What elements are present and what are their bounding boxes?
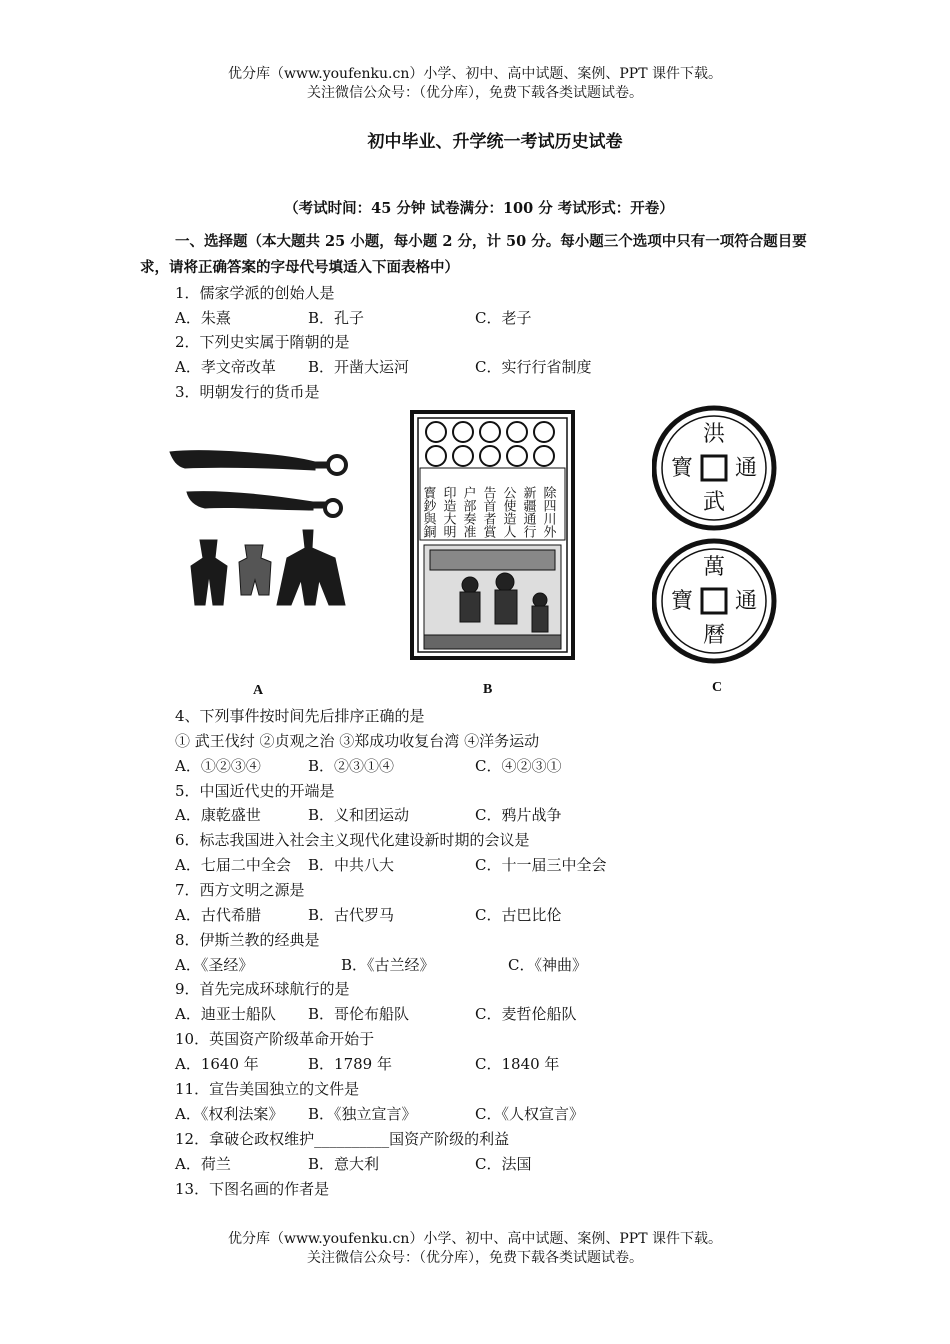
q11-option-a: A．《权利法案》: [175, 1105, 284, 1123]
q10-option-a: A．1640 年: [175, 1055, 259, 1073]
q11-option-b: B．《独立宣言》: [308, 1105, 417, 1123]
q2-option-c: C．实行行省制度: [475, 358, 592, 376]
question-4: 4、下列事件按时间先后排序正确的是: [175, 707, 425, 725]
q12-option-b: B．意大利: [308, 1155, 380, 1173]
q10-option-b: B．1789 年: [308, 1055, 392, 1073]
question-8: 8．伊斯兰教的经典是: [175, 931, 320, 949]
question-4-events: ① 武王伐纣 ②贞观之治 ③郑成功收复台湾 ④洋务运动: [175, 732, 540, 750]
coin-wanli: [654, 541, 774, 661]
coin-hongwu: [654, 408, 774, 528]
note-col-6: 印造大明: [440, 486, 456, 538]
q11-option-c: C．《人权宣言》: [475, 1105, 584, 1123]
site-header-line1: 优分库（www.youfenku.cn）小学、初中、高中试题、案例、PPT 课件下载。: [227, 66, 722, 82]
q1-option-c: C．老子: [475, 309, 532, 327]
figure-a-ancient-coins: [165, 440, 365, 615]
q4-option-c: C．④②③①: [475, 757, 562, 775]
figure-label-b: B: [483, 682, 493, 697]
q7-option-c: C．古巴比伦: [475, 906, 562, 924]
q8-option-c: C．《神曲》: [508, 956, 587, 974]
figure-b-ming-paper-note: [410, 410, 575, 660]
note-col-7: 寳鈔與銅: [420, 486, 436, 538]
question-1: 1．儒家学派的创始人是: [175, 284, 335, 302]
q8-option-b: B．《古兰经》: [341, 956, 435, 974]
q2-option-b: B．开凿大运河: [308, 358, 410, 376]
q6-option-c: C．十一届三中全会: [475, 856, 607, 874]
figure-label-a: A: [253, 683, 264, 698]
site-header-line2: 关注微信公众号：（优分库），免费下载各类试题试卷。: [307, 85, 643, 101]
note-col-1: 除四川外: [540, 486, 556, 538]
q7-option-b: B．古代罗马: [308, 906, 395, 924]
q1-option-b: B．孔子: [308, 309, 365, 327]
note-col-3: 公使造人: [500, 486, 516, 538]
q12-option-a: A．荷兰: [175, 1155, 231, 1173]
question-2: 2．下列史实属于隋朝的是: [175, 333, 350, 351]
q1-option-a: A．朱熹: [175, 309, 231, 327]
coin2-char-left: 寶: [670, 589, 694, 614]
q5-option-b: B．义和团运动: [308, 806, 410, 824]
question-13: 13．下图名画的作者是: [175, 1180, 330, 1198]
page-title: 初中毕业、升学统一考试历史试卷: [367, 132, 623, 152]
q9-option-b: B．哥伦布船队: [308, 1005, 410, 1023]
q12-option-c: C．法国: [475, 1155, 532, 1173]
q5-option-c: C．鸦片战争: [475, 806, 562, 824]
figure-c-coins: [652, 405, 782, 665]
q6-option-a: A．七届二中全会: [175, 856, 291, 874]
question-3: 3．明朝发行的货币是: [175, 383, 320, 401]
question-9: 9．首先完成环球航行的是: [175, 980, 350, 998]
q8-option-a: A．《圣经》: [175, 956, 254, 974]
question-10: 10．英国资产阶级革命开始于: [175, 1030, 375, 1048]
figure-label-c: C: [712, 680, 723, 695]
note-col-2: 新疆通行: [520, 486, 536, 538]
question-11: 11．宣告美国独立的文件是: [175, 1080, 360, 1098]
q4-option-b: B．②③①④: [308, 757, 395, 775]
coin2-char-bottom: 曆: [702, 623, 726, 648]
coin1-char-right: 通: [734, 456, 758, 481]
q6-option-b: B．中共八大: [308, 856, 395, 874]
q9-option-c: C．麦哲伦船队: [475, 1005, 577, 1023]
note-col-5: 户部奏准: [460, 486, 476, 538]
coin1-char-left: 寳: [670, 456, 694, 481]
coin2-char-top: 萬: [702, 555, 726, 580]
site-footer-line1: 优分库（www.youfenku.cn）小学、初中、高中试题、案例、PPT 课件下载。: [227, 1231, 722, 1247]
q2-option-a: A．孝文帝改革: [175, 358, 276, 376]
exam-info: （考试时间：45 分钟 试卷满分：100 分 考试形式：开卷）: [284, 200, 674, 217]
site-footer-line2: 关注微信公众号：（优分库），免费下载各类试题试卷。: [307, 1250, 643, 1266]
question-7: 7．西方文明之源是: [175, 881, 305, 899]
question-5: 5．中国近代史的开端是: [175, 782, 335, 800]
q7-option-a: A．古代希腊: [175, 906, 261, 924]
q10-option-c: C．1840 年: [475, 1055, 560, 1073]
question-12: 12．拿破仑政权维护__________国资产阶级的利益: [175, 1130, 510, 1148]
q9-option-a: A．迪亚士船队: [175, 1005, 276, 1023]
section-heading: 一、选择题（本大题共 25 小题，每小题 2 分，计 50 分。每小题三个选项中只有一项符合题目要求，请将正确答案的字母代号填适入下面表格中）: [140, 233, 807, 276]
question-6: 6．标志我国进入社会主义现代化建设新时期的会议是: [175, 831, 530, 849]
coin1-char-top: 洪: [702, 422, 726, 447]
coin2-char-right: 通: [734, 589, 758, 614]
q4-option-a: A．①②③④: [175, 757, 261, 775]
q5-option-a: A．康乾盛世: [175, 806, 261, 824]
coin1-char-bottom: 武: [702, 490, 726, 515]
note-col-4: 告首者賞: [480, 486, 496, 538]
